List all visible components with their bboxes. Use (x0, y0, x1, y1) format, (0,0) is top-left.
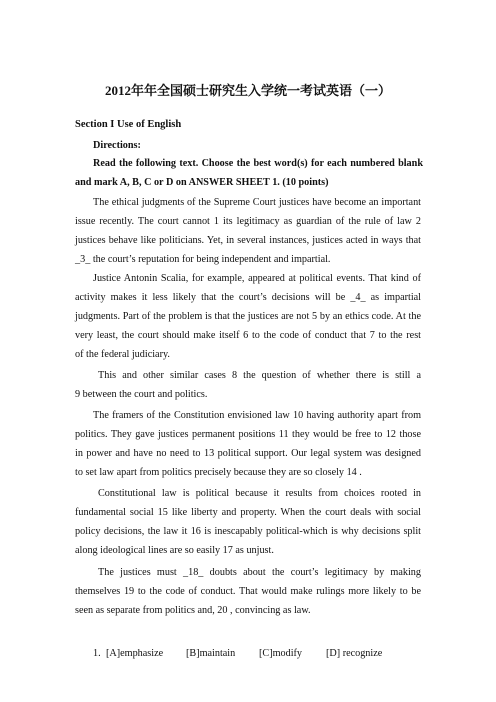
section-heading: Section I Use of English (75, 119, 182, 130)
paragraph-line: activity makes it less likely that the court’s decisions will be _4_ as impartial (75, 292, 421, 303)
paragraph-line: _3_ the court’s reputation for being independent and impartial. (75, 254, 331, 265)
page-title: 2012年年全国硕士研究生入学统一考试英语（一） (104, 83, 391, 98)
paragraph-line: fundamental social 15 like liberty and property. When the court deals with social (75, 507, 421, 518)
paragraph-line: Constitutional law is political because it results from choices rooted in (98, 488, 421, 499)
paragraph-line: Justice Antonin Scalia, for example, appeared at political events. That kind of (93, 273, 421, 284)
paragraph-line: This and other similar cases 8 the question of whether there is still a (98, 370, 421, 381)
paragraph-line: The framers of the Constitution envisioned law 10 having authority apart from (93, 410, 421, 421)
directions-label: Directions: (93, 140, 141, 151)
paragraph-line: The justices must _18_ doubts about the court’s legitimacy by making (98, 567, 421, 578)
paragraph-line: very least, the court should make itself 6 to the code of conduct that 7 to the rest (75, 330, 421, 341)
paragraph-line: 9 between the court and politics. (75, 389, 208, 400)
paragraph-line: to set law apart from politics precisely because they are so closely 14 . (75, 467, 362, 478)
question-number: 1. (93, 648, 101, 659)
option-d: [D] recognize (326, 648, 383, 659)
option-a: [A]emphasize (106, 648, 164, 659)
directions-line: and mark A, B, C or D on ANSWER SHEET 1. (10 points) (75, 177, 329, 188)
paragraph-line: The ethical judgments of the Supreme Court justices have become an important (93, 197, 421, 208)
paragraph-line: of the federal judiciary. (75, 349, 170, 360)
option-c: [C]modify (259, 648, 303, 659)
option-b: [B]maintain (186, 648, 236, 659)
paragraph-line: judgments. Part of the problem is that the justices are not 5 by an ethics code. At the (75, 311, 421, 322)
paragraph-line: themselves 19 to the code of conduct. That would make rulings more likely to be (75, 586, 421, 597)
paragraph-line: in power and have no need to 13 political support. Our legal system was designed (75, 448, 421, 459)
paragraph-line: issue recently. The court cannot 1 its legitimacy as guardian of the rule of law 2 (75, 216, 421, 227)
directions-line: Read the following text. Choose the best word(s) for each numbered blank (93, 158, 423, 169)
paragraph-line: seen as separate from politics and, 20 , convincing as law. (75, 605, 311, 616)
paragraph-line: justices behave like politicians. Yet, in several instances, justices acted in ways that (75, 235, 421, 246)
paragraph-line: policy decisions, the law it 16 is inescapably political-which is why decisions split (75, 526, 421, 537)
paragraph-line: along ideological lines are so easily 17 as unjust. (75, 545, 274, 556)
paragraph-line: politics. They gave justices permanent positions 11 they would be free to 12 those (75, 429, 421, 440)
